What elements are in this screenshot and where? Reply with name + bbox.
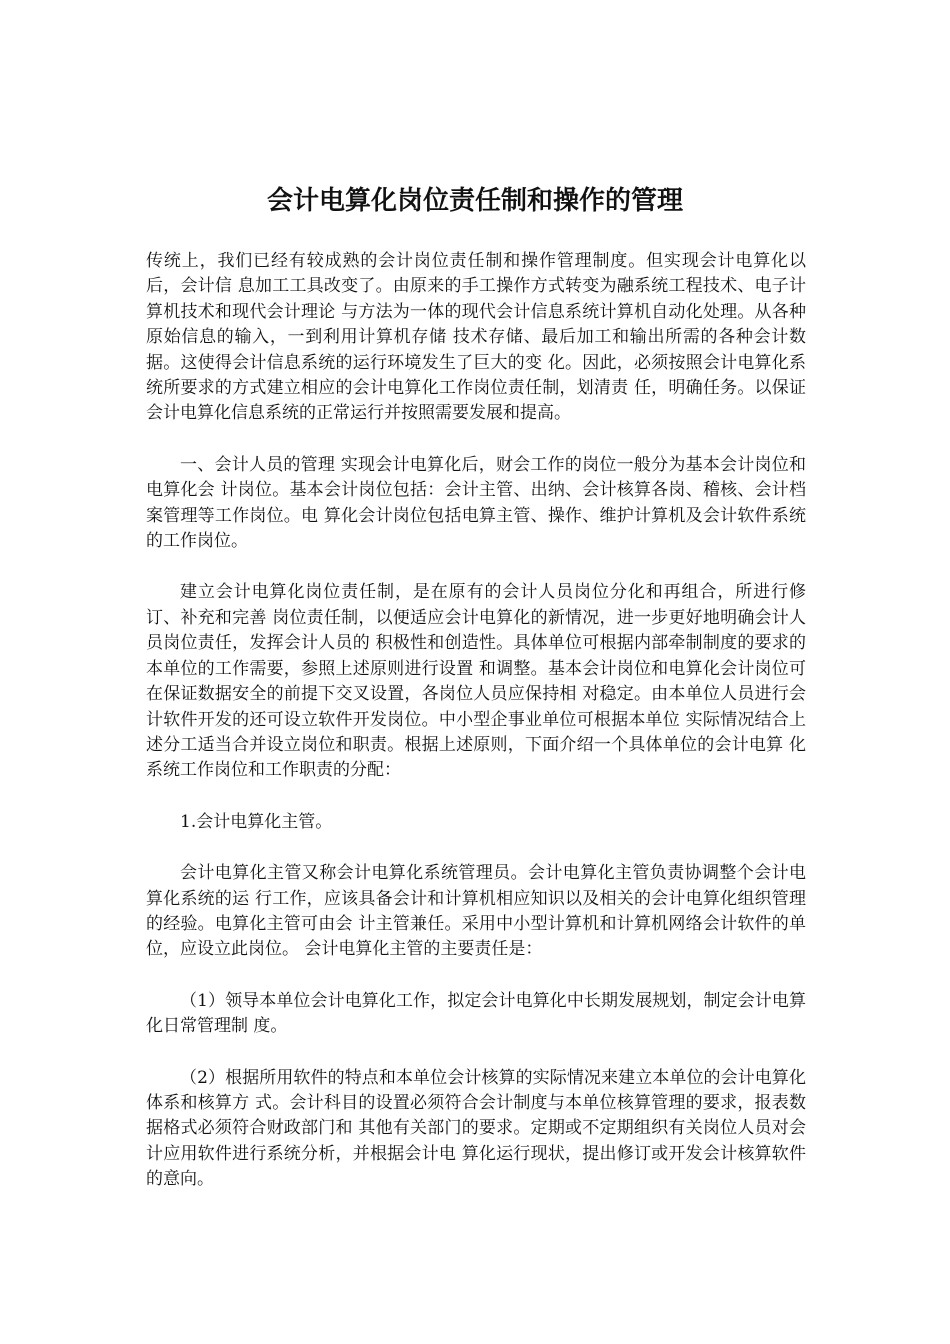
document-title: 会计电算化岗位责任制和操作的管理 <box>266 186 683 216</box>
document-body <box>146 249 806 1219</box>
paragraph-personnel-management: 一、会计人员的管理 实现会计电算化后，财会工作的岗位一般分为基本会计岗位和电算化会 计岗位。基本会计岗位包括：会计主管、出纳、会计核算各岗、稽核、会计档案管理等工作岗位。电 算化会计岗位包括电算主管、操作、维护计算机及会计软件系统的工作岗位。 <box>146 454 806 552</box>
paragraph-responsibility-system: 建立会计电算化岗位责任制，是在原有的会计人员岗位分化和再组合，所进行修订、补充和完善 岗位责任制，以便适应会计电算化的新情况，进一步更好地明确会计人员岗位责任，发挥会计人员的 积极性和创造性。具体单位可根据内部牵制制度的要求的本单位的工作需要，参照上述原则进行设置 和调整。基本会计岗位和电算化会计岗位可在保证数据安全的前提下交叉设置，各岗位人员应保持相 对稳定。由本单位人员进行会计软件开发的还可设立软件开发岗位。中小型企事业单位可根据本单位 实际情况结合上述分工适当合并设立岗位和职责。根据上述原则，下面介绍一个具体单位的会计电算 化系统工作岗位和工作职责的分配： <box>146 582 806 781</box>
paragraph-heading-supervisor: 1.会计电算化主管。 <box>180 811 333 832</box>
paragraph-intro: 传统上，我们已经有较成熟的会计岗位责任制和操作管理制度。但实现会计电算化以后，会计信 息加工工具改变了。由原来的手工操作方式转变为融系统工程技术、电子计算机技术和现代会计理论 与方法为一体的现代会计信息系统计算机自动化处理。从各种原始信息的输入，一到利用计算机存储 技术存储、最后加工和输出所需的各种会计数据。这使得会计信息系统的运行环境发生了巨大的变 化。因此，必须按照会计电算化系统所要求的方式建立相应的会计电算化工作岗位责任制，划清责 任，明确任务。以保证会计电算化信息系统的正常运行并按照需要发展和提高。 <box>146 251 806 424</box>
paragraph-supervisor-description: 会计电算化主管又称会计电算化系统管理员。会计电算化主管负责协调整个会计电算化系统的运 行工作，应该具备会计和计算机相应知识以及相关的会计电算化组织管理的经验。电算化主管可由会 计主管兼任。采用中小型计算机和计算机网络会计软件的单位，应设立此岗位。 会计电算化主管的主要责任是： <box>146 863 806 960</box>
paragraph-duty-2: （2）根据所用软件的特点和本单位会计核算的实际情况来建立本单位的会计电算化体系和核算方 式。会计科目的设置必须符合会计制度与本单位核算管理的要求，报表数据格式必须符合财政部门和 其他有关部门的要求。定期或不定期组织有关岗位人员对会计应用软件进行系统分析，并根据会计电 算化运行现状，提出修订或开发会计核算软件的意向。 <box>146 1067 806 1190</box>
paragraph-duty-1: （1）领导本单位会计电算化工作，拟定会计电算化中长期发展规划，制定会计电算化日常管理制 度。 <box>146 990 806 1037</box>
